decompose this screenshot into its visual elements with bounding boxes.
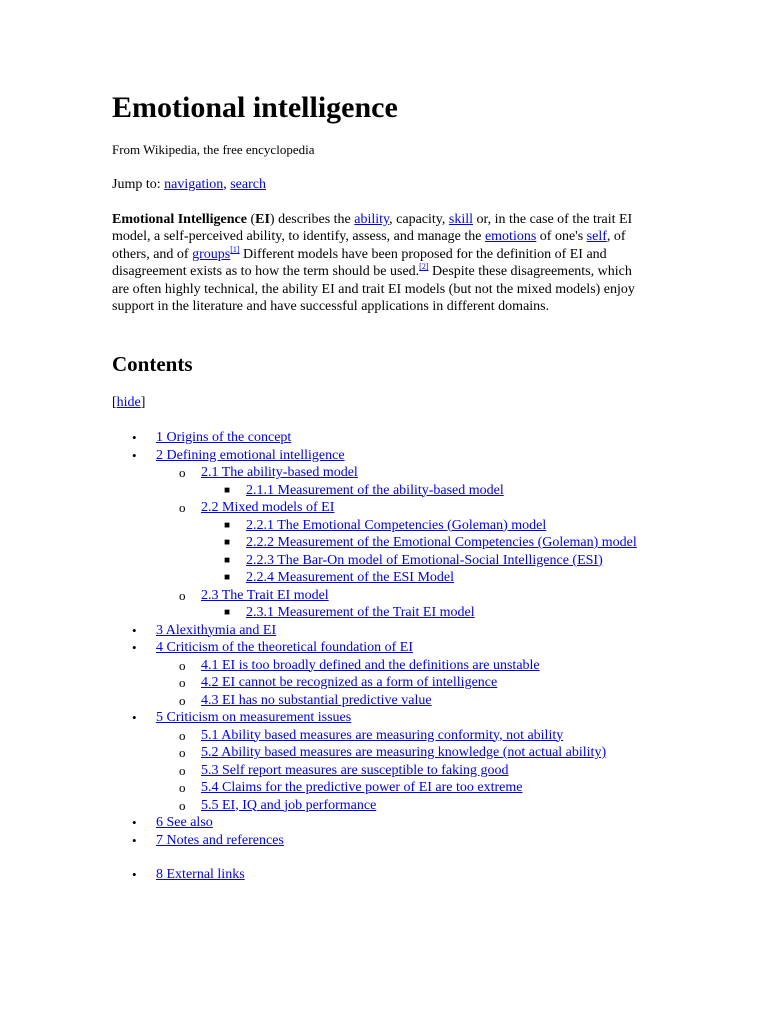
toc-item — [112, 657, 648, 675]
search-link[interactable]: search — [230, 177, 266, 192]
toc-item — [112, 429, 648, 447]
toc-item — [112, 797, 648, 815]
toc-link[interactable]: 6 See also — [156, 815, 213, 830]
toc-item — [112, 447, 648, 465]
toc-link[interactable]: 2.2.1 The Emotional Competencies (Goleman) model — [246, 517, 547, 533]
lead-text: Despite these disagreements, which are often highly technical, the ability EI and trait EI models (but not the mixed models) enjoy support in the literature and have successful applications in different domains. — [112, 264, 635, 315]
reference-1-link[interactable]: [1] — [230, 244, 240, 254]
toc-link[interactable]: 2.1 The ability-based model — [201, 465, 358, 480]
toc-link[interactable]: 5.2 Ability based measures are measuring knowledge (not actual ability) — [201, 745, 607, 760]
toc-link[interactable]: 5.1 Ability based measures are measuring conformity, not ability — [201, 727, 564, 743]
toggle-bracket: ] — [140, 395, 146, 410]
toc-item — [112, 604, 648, 622]
bullet-icon: ■ — [224, 572, 231, 583]
toggle-bracket: [ — [112, 395, 117, 410]
bullet-icon: ■ — [224, 537, 231, 548]
bullet-icon: ■ — [224, 607, 231, 618]
groups-link[interactable]: groups — [192, 246, 231, 262]
toc-item — [112, 482, 648, 500]
toc-link[interactable]: 3 Alexithymia and EI — [156, 622, 277, 638]
toc-item — [112, 692, 648, 710]
toc-link[interactable]: 4.1 EI is too broadly defined and the definitions are unstable — [201, 657, 540, 673]
hide-toc-link[interactable]: hide — [116, 395, 141, 410]
emotions-link[interactable]: emotions — [484, 229, 537, 245]
contents-heading: Contents — [112, 352, 193, 376]
lead-text: Different models have been proposed for the definition of EI and disagreement exists as to how the term should be used. — [112, 246, 607, 280]
toc-link[interactable]: 5.3 Self report measures are susceptible to faking good — [201, 762, 509, 778]
bullet-icon: • — [132, 447, 137, 463]
toc-item — [112, 587, 648, 605]
bullet-icon: o — [179, 692, 186, 708]
toc-item — [112, 464, 648, 482]
toc-item — [112, 779, 648, 797]
bullet-icon: • — [132, 622, 137, 638]
lead-text: ( — [246, 212, 256, 227]
bullet-icon: • — [132, 430, 137, 445]
self-link[interactable]: self — [586, 229, 607, 245]
bullet-icon: o — [179, 727, 186, 743]
toc-item — [112, 709, 648, 727]
toc-link[interactable]: 2.3.1 Measurement of the Trait EI model — [246, 605, 475, 620]
toc-link[interactable]: 2.3 The Trait EI model — [201, 587, 329, 603]
toc-link[interactable]: 8 External links — [156, 867, 245, 882]
toc-toggle — [112, 394, 145, 412]
lead-text: , capacity, — [389, 212, 449, 227]
bullet-icon: • — [132, 710, 137, 725]
toc-item — [112, 552, 648, 570]
toc-item — [112, 814, 648, 832]
page-title: Emotional intelligence — [112, 91, 398, 124]
toc-link[interactable]: 2.2 Mixed models of EI — [201, 500, 335, 515]
bullet-icon: o — [179, 762, 186, 778]
toc-link[interactable]: 5.4 Claims for the predictive power of EI are too extreme — [201, 780, 523, 795]
jump-to-links — [112, 176, 266, 194]
jump-separator: , — [223, 177, 231, 192]
toc-link[interactable]: 4.2 EI cannot be recognized as a form of intelligence — [201, 675, 498, 690]
toc-item — [112, 534, 648, 552]
jump-prefix: Jump to: — [112, 177, 165, 192]
lead-text: ) describes the — [269, 212, 355, 227]
navigation-link[interactable]: navigation — [164, 177, 224, 192]
reference-2-link[interactable]: [2] — [419, 262, 429, 272]
toc-item — [112, 517, 648, 535]
toc-link[interactable]: 7 Notes and references — [156, 832, 284, 848]
toc-item — [112, 762, 648, 780]
toc-item — [112, 674, 648, 692]
bullet-icon: • — [132, 640, 137, 655]
bullet-icon: o — [179, 500, 186, 515]
lead-abbr: EI — [255, 212, 270, 227]
bullet-icon: • — [132, 832, 137, 848]
toc-item — [112, 569, 648, 587]
bullet-icon: ■ — [224, 484, 231, 496]
bullet-icon: o — [179, 587, 186, 603]
toc-item — [112, 639, 648, 657]
bullet-icon: • — [132, 815, 137, 830]
lead-term: Emotional Intelligence — [112, 212, 247, 227]
lead-text: or, in the case of the trait EI model, a self-perceived ability, to identify, assess, and manage the — [112, 212, 633, 245]
toc-item — [112, 744, 648, 762]
toc-link[interactable]: 2 Defining emotional intelligence — [156, 447, 345, 463]
toc-link[interactable]: 2.2.4 Measurement of the ESI Model — [246, 570, 455, 585]
bullet-icon: ■ — [224, 519, 231, 531]
bullet-icon: o — [179, 675, 186, 690]
lead-text: , of others, and of — [112, 229, 626, 262]
bullet-icon: o — [179, 797, 186, 813]
table-of-contents — [112, 429, 648, 884]
toc-item — [112, 622, 648, 640]
lead-paragraph — [112, 211, 642, 315]
bullet-icon: ■ — [224, 554, 231, 566]
toc-link[interactable]: 2.2.3 The Bar-On model of Emotional-Social Intelligence (ESI) — [246, 552, 603, 568]
bullet-icon: o — [179, 657, 186, 673]
ability-link[interactable]: ability — [354, 212, 390, 227]
toc-link[interactable]: 5.5 EI, IQ and job performance — [201, 797, 377, 813]
bullet-icon: o — [179, 780, 186, 795]
toc-item — [112, 727, 648, 745]
bullet-icon: o — [179, 745, 186, 760]
bullet-icon: o — [179, 465, 186, 480]
site-subtitle: From Wikipedia, the free encyclopedia — [112, 142, 315, 157]
toc-link[interactable]: 1 Origins of the concept — [156, 430, 292, 445]
toc-link[interactable]: 5 Criticism on measurement issues — [156, 710, 352, 725]
bullet-icon: • — [132, 867, 137, 882]
lead-text: of one's — [536, 229, 587, 245]
toc-item — [112, 499, 648, 517]
toc-link[interactable]: 4 Criticism of the theoretical foundation of EI — [156, 640, 413, 655]
toc-item — [112, 866, 648, 884]
toc-link[interactable]: 4.3 EI has no substantial predictive value — [201, 692, 432, 708]
toc-link[interactable]: 2.1.1 Measurement of the ability-based model — [246, 482, 504, 498]
toc-item — [112, 832, 648, 850]
skill-link[interactable]: skill — [448, 212, 473, 227]
toc-link[interactable]: 2.2.2 Measurement of the Emotional Competencies (Goleman) model — [246, 535, 637, 550]
